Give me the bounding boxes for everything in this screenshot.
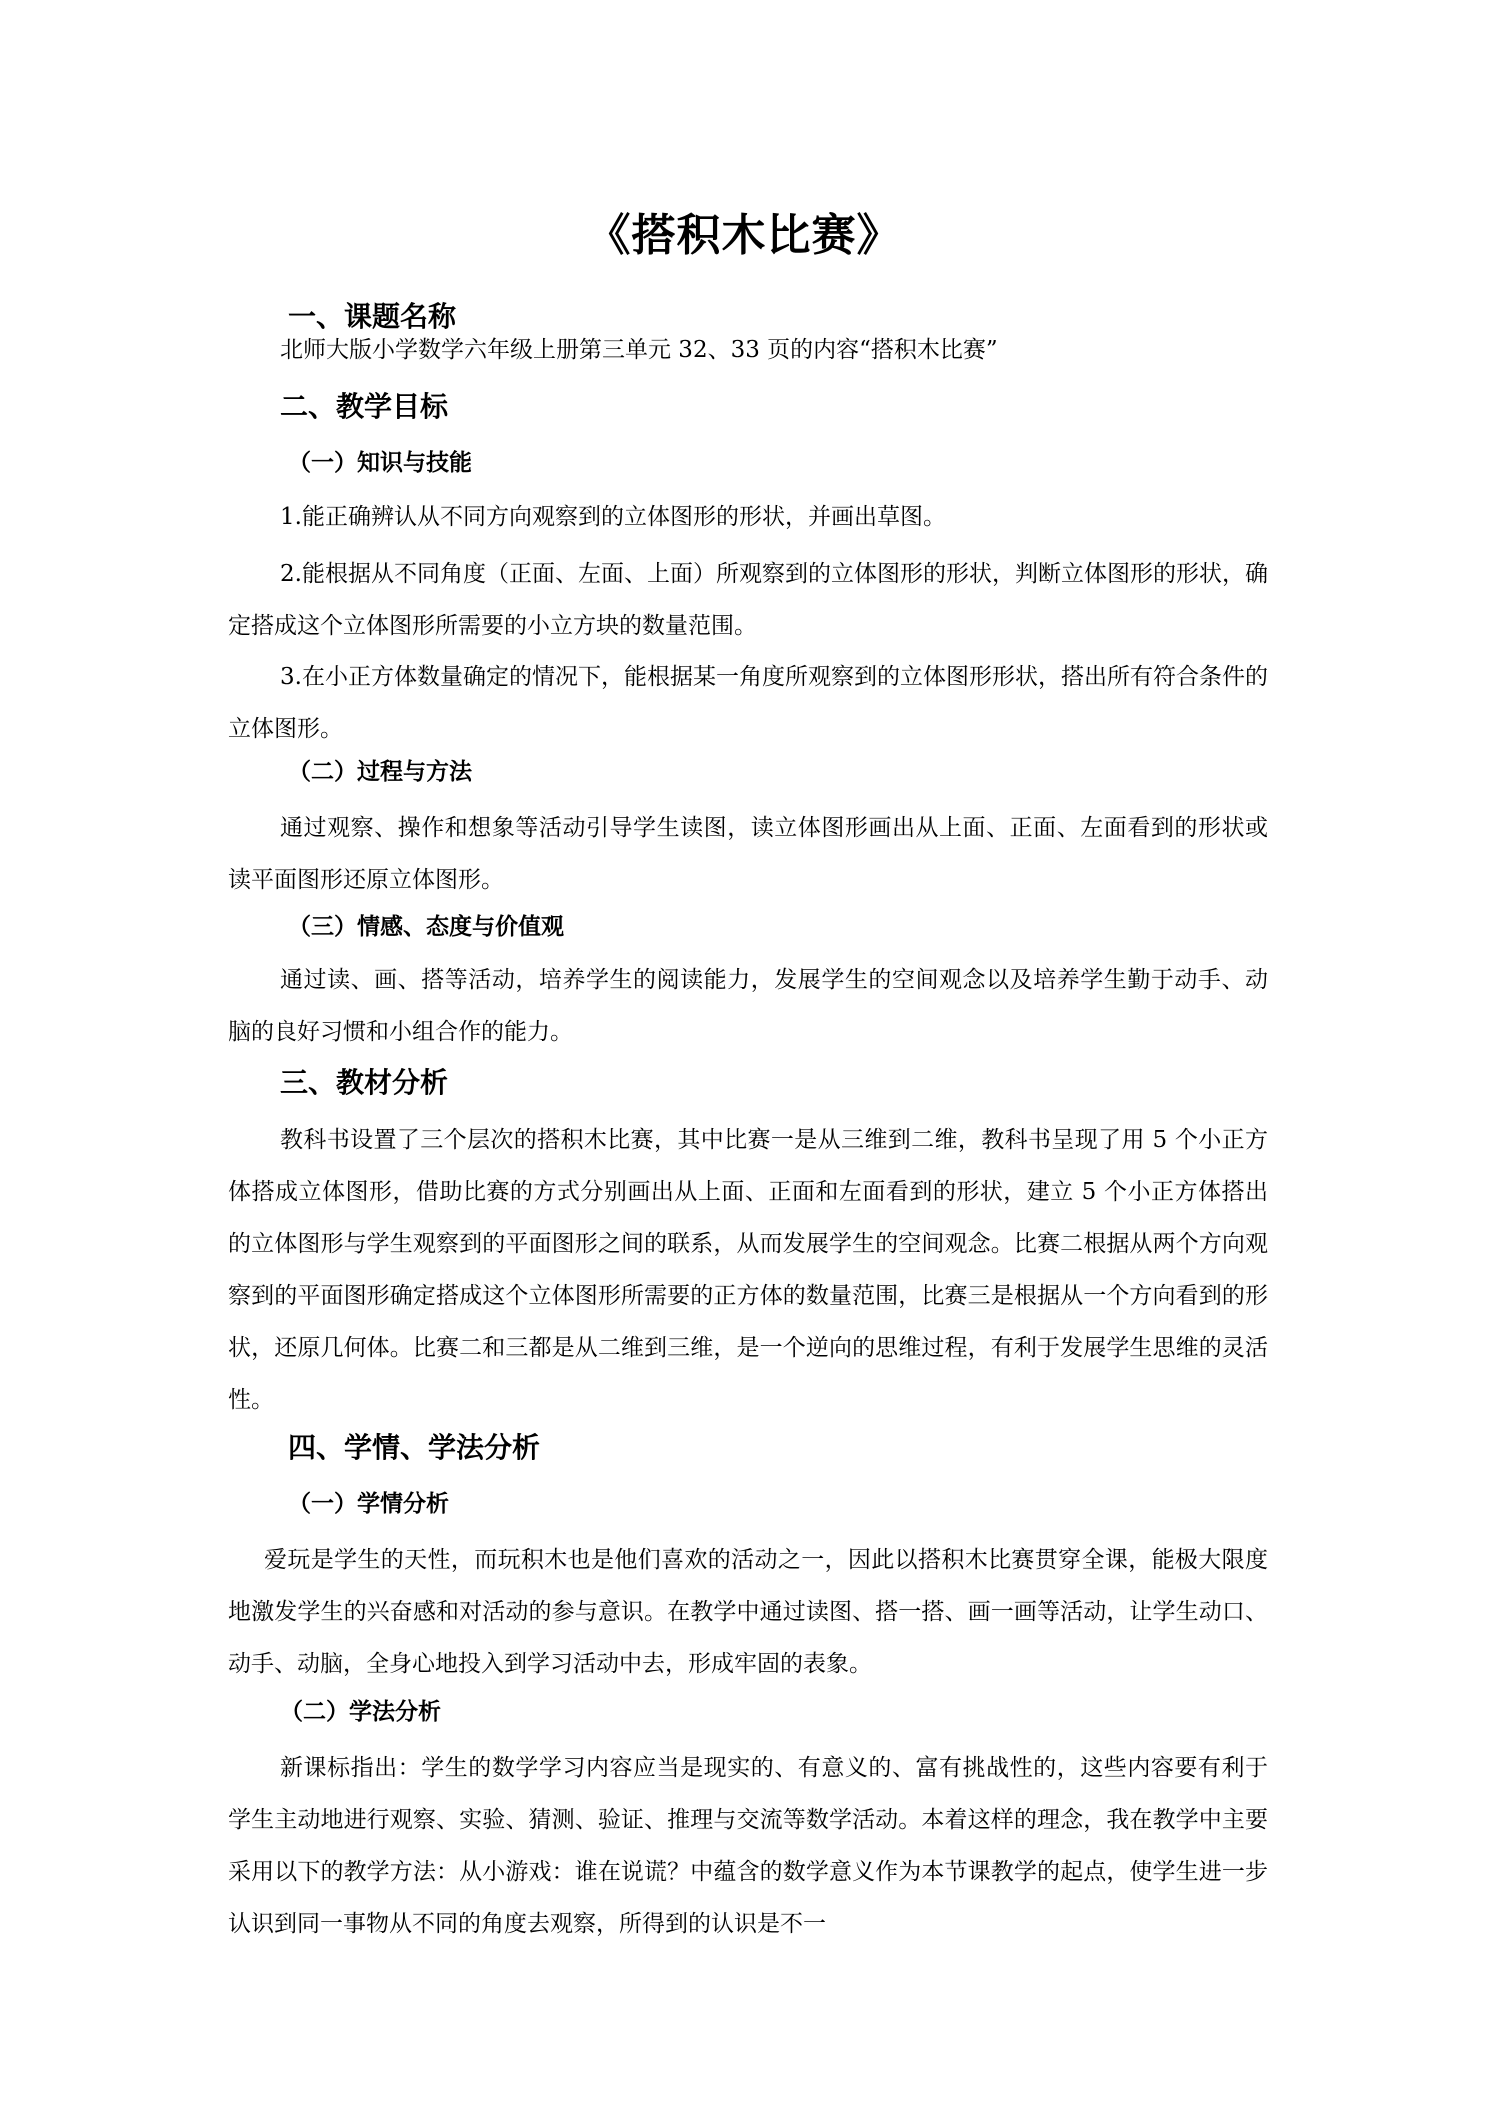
subheading-student-situation: （一）学情分析: [288, 1491, 449, 1517]
objective-item-1: 1.能正确辨认从不同方向观察到的立体图形的形状，并画出草图。: [280, 504, 946, 530]
emotion-attitude-text: 通过读、画、搭等活动，培养学生的阅读能力，发展学生的空间观念以及培养学生勤于动手、动脑的良好习惯和小组合作的能力。: [228, 967, 1268, 1045]
process-method-text: 通过观察、操作和想象等活动引导学生读图，读立体图形画出从上面、正面、左面看到的形状或读平面图形还原立体图形。: [228, 815, 1268, 893]
section-heading-topic: 一、课题名称: [288, 300, 457, 333]
objective-item-3: 3.在小正方体数量确定的情况下，能根据某一角度所观察到的立体图形形状，搭出所有符合条件的立体图形。: [228, 664, 1268, 742]
textbook-analysis-text: 教科书设置了三个层次的搭积木比赛，其中比赛一是从三维到二维，教科书呈现了用 5 个小正方体搭成立体图形，借助比赛的方式分别画出从上面、正面和左面看到的形状，建立 5 个小正方体搭出的立体图形与学生观察到的平面图形之间的联系，从而发展学生的空间观念。比赛二根据从两个方向观察到的平面图形确定搭成这个立体图形所需要的正方体的数量范围，比赛三是根据从一个方向看到的形状，还原几何体。比赛二和三都是从二维到三维，是一个逆向的思维过程，有利于发展学生思维的灵活性。: [228, 1127, 1268, 1413]
learning-method-text: 新课标指出：学生的数学学习内容应当是现实的、有意义的、富有挑战性的，这些内容要有利于学生主动地进行观察、实验、猜测、验证、推理与交流等数学活动。本着这样的理念，我在教学中主要采用以下的教学方法：从小游戏：谁在说谎？中蕴含的数学意义作为本节课教学的起点，使学生进一步认识到同一事物从不同的角度去观察，所得到的认识是不一: [228, 1755, 1268, 1937]
student-situation-text: 爱玩是学生的天性，而玩积木也是他们喜欢的活动之一，因此以搭积木比赛贯穿全课，能极大限度地激发学生的兴奋感和对活动的参与意识。在教学中通过读图、搭一搭、画一画等活动，让学生动口、动手、动脑，全身心地投入到学习活动中去，形成牢固的表象。: [228, 1547, 1268, 1677]
objective-item-2: 2.能根据从不同角度（正面、左面、上面）所观察到的立体图形的形状，判断立体图形的形状，确定搭成这个立体图形所需要的小立方块的数量范围。: [228, 561, 1268, 639]
section-heading-objectives: 二、教学目标: [280, 390, 449, 423]
section-heading-textbook-analysis: 三、教材分析: [280, 1066, 449, 1099]
subheading-knowledge-skills: （一）知识与技能: [288, 450, 472, 476]
subheading-learning-method: （二）学法分析: [280, 1699, 441, 1725]
subheading-process-method: （二）过程与方法: [288, 759, 472, 785]
topic-text: 北师大版小学数学六年级上册第三单元 32、33 页的内容“搭积木比赛”: [280, 337, 998, 363]
document-title: 《搭积木比赛》: [586, 210, 902, 261]
section-heading-student-analysis: 四、学情、学法分析: [288, 1431, 541, 1464]
subheading-emotion-attitude: （三）情感、态度与价值观: [288, 914, 564, 940]
